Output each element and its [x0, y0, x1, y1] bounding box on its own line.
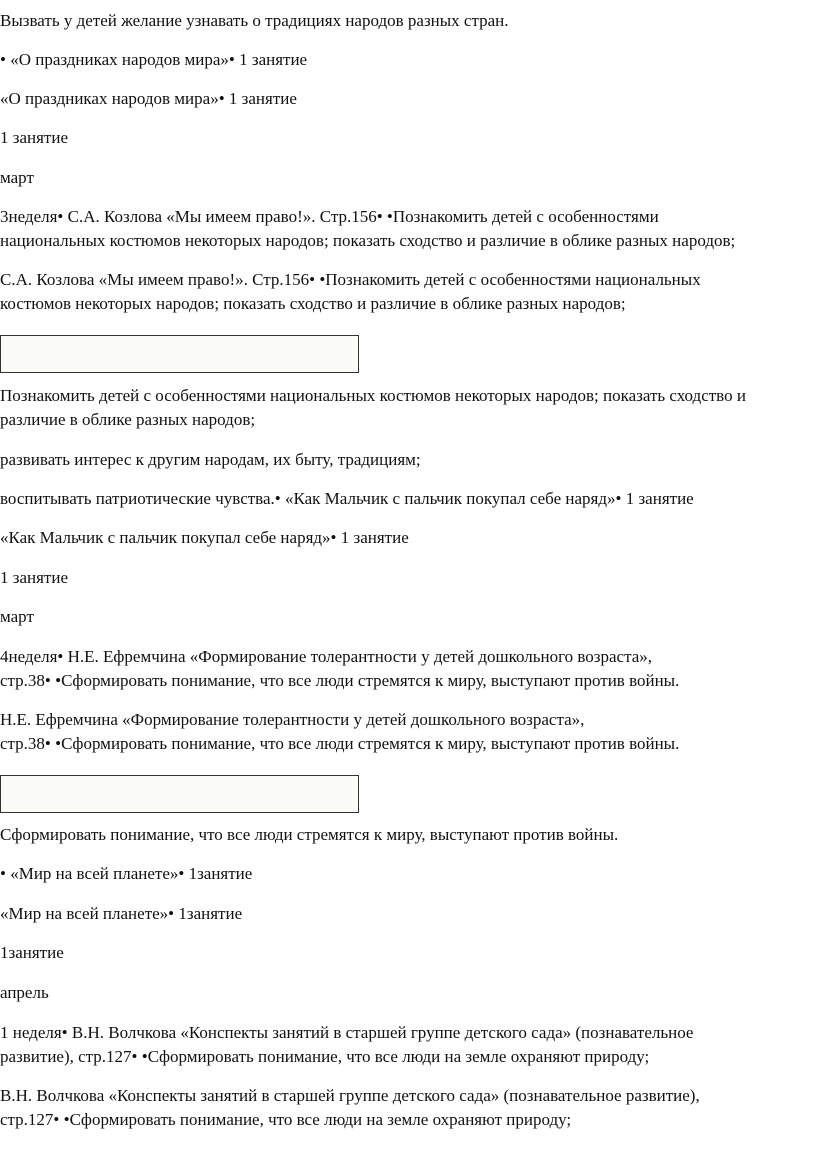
paragraph: С.А. Козлова «Мы имеем право!». Стр.156• •Познакомить детей с особенностями национальных костюмов некоторых народов; показать сходство и различие в облике разных народов;	[0, 270, 701, 313]
paragraph: 1 неделя• В.Н. Волчкова «Конспекты занятий в старшей группе детского сада» (познавательное развитие), стр.127• •Сформировать понимание, что все люди на земле охраняют природу;	[0, 1023, 694, 1066]
paragraph: апрель	[0, 983, 49, 1002]
paragraph: воспитывать патриотические чувства.• «Как Мальчик с пальчик покупал себе наряд»• 1 занятие	[0, 489, 694, 508]
paragraph: 1занятие	[0, 943, 64, 962]
paragraph: Познакомить детей с особенностями национальных костюмов некоторых народов; показать сходство и различие в облике разных народов;	[0, 386, 746, 429]
paragraph: «О праздниках народов мира»• 1 занятие	[0, 89, 297, 108]
paragraph: 4неделя• Н.Е. Ефремчина «Формирование толерантности у детей дошкольного возраста», стр.38• •Сформировать понимание, что все люди стремятся к миру, выступают против войны.	[0, 647, 680, 690]
paragraph: В.Н. Волчкова «Конспекты занятий в старшей группе детского сада» (познавательное развитие), стр.127• •Сформировать понимание, что все люди на земле охраняют природу;	[0, 1086, 700, 1129]
blank-box	[0, 335, 359, 373]
paragraph: • «Мир на всей планете»• 1занятие	[0, 864, 253, 883]
paragraph: март	[0, 607, 34, 626]
paragraph: март	[0, 168, 34, 187]
paragraph: 1 занятие	[0, 128, 68, 147]
paragraph: Вызвать у детей желание узнавать о традициях народов разных стран.	[0, 11, 509, 30]
paragraph: «Как Мальчик с пальчик покупал себе наряд»• 1 занятие	[0, 528, 409, 547]
paragraph: развивать интерес к другим народам, их быту, традициям;	[0, 450, 421, 469]
paragraph: Сформировать понимание, что все люди стремятся к миру, выступают против войны.	[0, 825, 619, 844]
blank-box	[0, 775, 359, 813]
paragraph: 1 занятие	[0, 568, 68, 587]
paragraph: «Мир на всей планете»• 1занятие	[0, 904, 243, 923]
paragraph: 3неделя• С.А. Козлова «Мы имеем право!». Стр.156• •Познакомить детей с особенностями национальных костюмов некоторых народов; показать сходство и различие в облике разных народов;	[0, 207, 736, 250]
paragraph: Н.Е. Ефремчина «Формирование толерантности у детей дошкольного возраста», стр.38• •Сформировать понимание, что все люди стремятся к миру, выступают против войны.	[0, 710, 680, 753]
paragraph: • «О праздниках народов мира»• 1 занятие	[0, 50, 308, 69]
